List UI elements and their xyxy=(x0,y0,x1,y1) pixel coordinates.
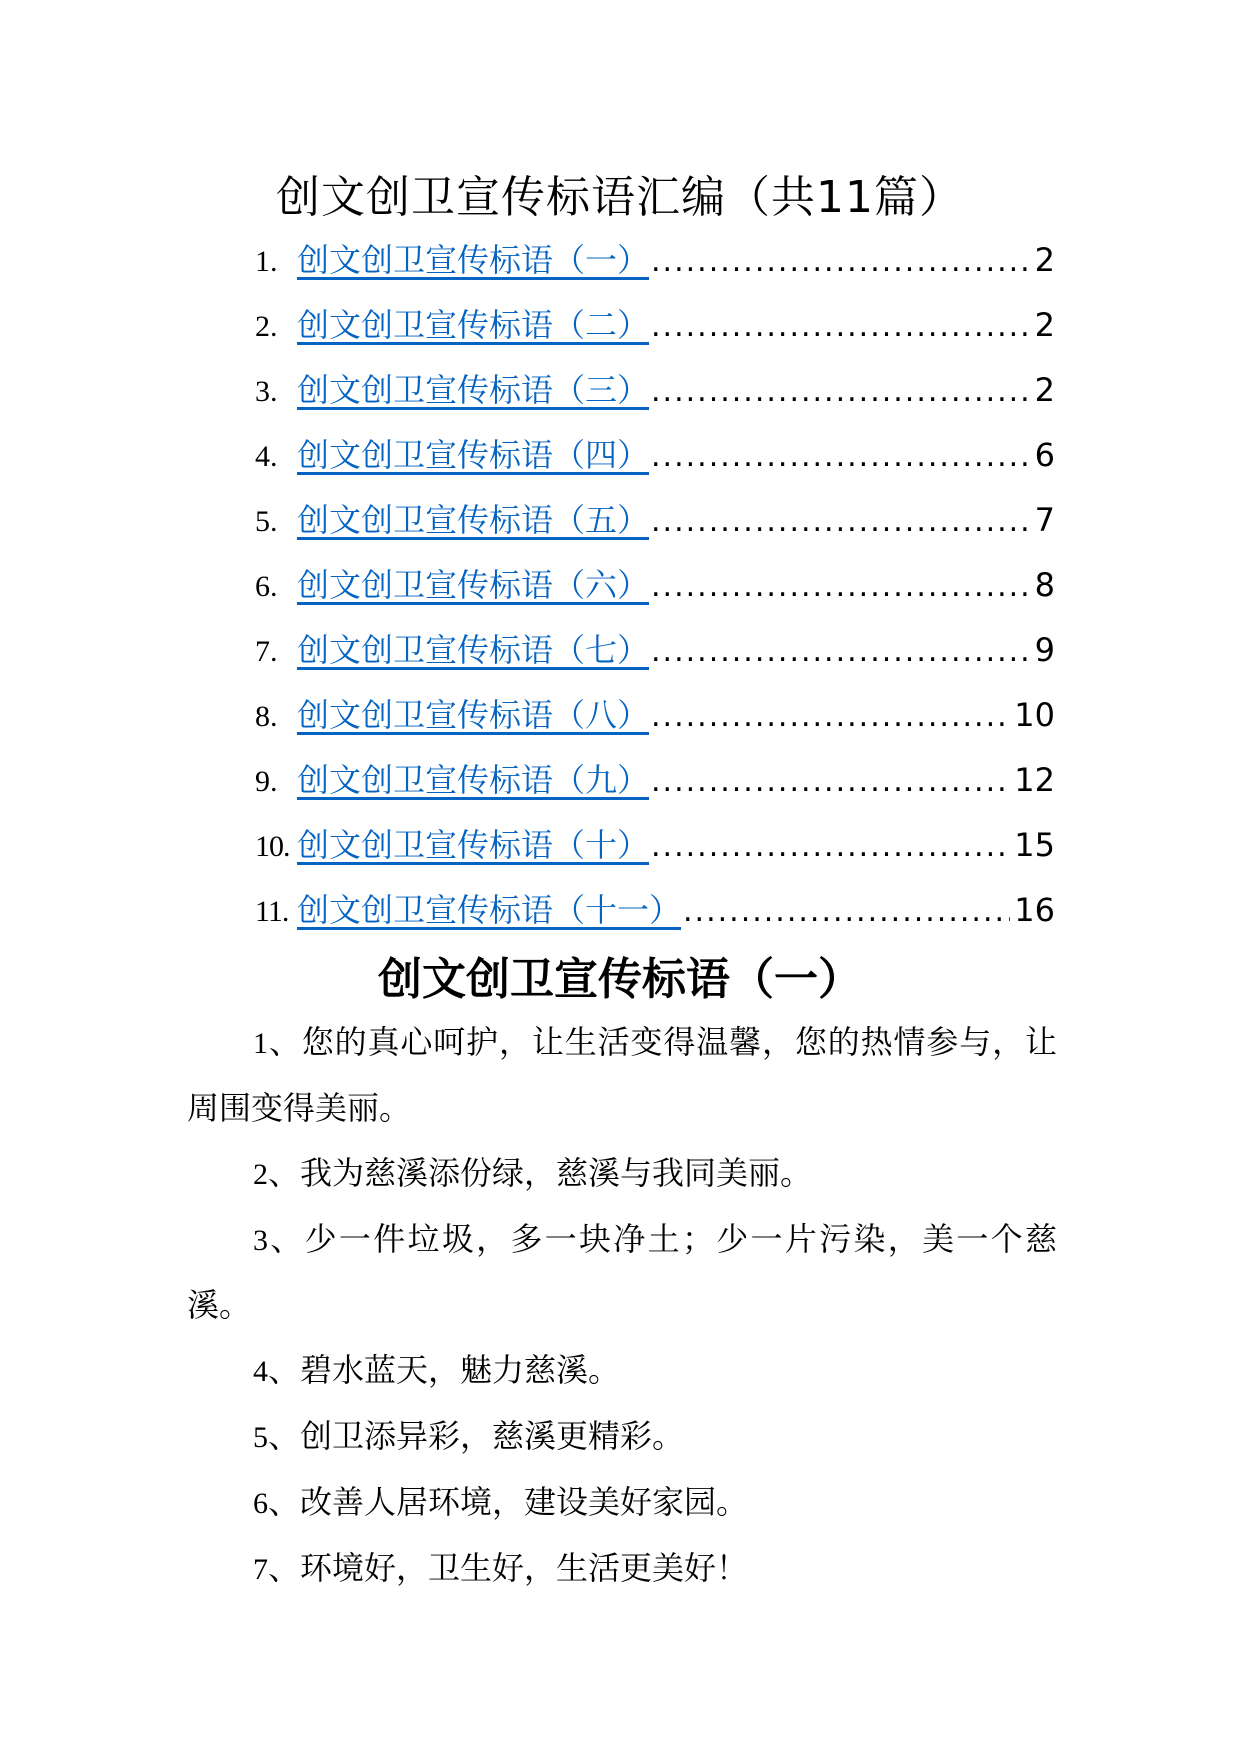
toc-link-3[interactable]: 创文创卫宣传标语（三） xyxy=(297,371,650,409)
toc-link-10[interactable]: 创文创卫宣传标语（十） xyxy=(297,826,650,864)
toc-entry-number: 2. xyxy=(255,310,278,343)
toc-dot-leader xyxy=(651,238,1031,286)
slogan-text: 、创卫添异彩，慈溪更精彩。 xyxy=(268,1417,685,1455)
toc-link-8[interactable]: 创文创卫宣传标语（八） xyxy=(297,696,650,734)
toc-entry-number: 10. xyxy=(255,830,290,863)
slogan-paragraph xyxy=(187,1404,1057,1470)
toc-link-11[interactable]: 创文创卫宣传标语（十一） xyxy=(297,891,682,929)
slogan-text: 、我为慈溪添份绿，慈溪与我同美丽。 xyxy=(268,1154,813,1192)
toc-page-number: 10 xyxy=(1014,696,1055,734)
toc-page-number: 7 xyxy=(1034,501,1055,539)
toc-entry-5 xyxy=(255,496,1055,561)
toc-entry-11 xyxy=(255,886,1055,951)
toc-entry-number: 9. xyxy=(255,765,278,798)
toc-link-2[interactable]: 创文创卫宣传标语（二） xyxy=(297,306,650,344)
slogan-text: 、少一件垃圾，多一块净土；少一片污染，美一个慈溪。 xyxy=(187,1220,1057,1324)
toc-entry-2 xyxy=(255,301,1055,366)
toc-entry-6 xyxy=(255,561,1055,626)
slogan-text: 、碧水蓝天，魅力慈溪。 xyxy=(268,1351,621,1389)
slogan-number: 1 xyxy=(253,1027,268,1060)
toc-link-5[interactable]: 创文创卫宣传标语（五） xyxy=(297,501,650,539)
slogan-paragraph xyxy=(187,1207,1057,1338)
toc-dot-leader xyxy=(651,628,1031,676)
toc-page-number: 2 xyxy=(1034,306,1055,344)
toc-entry-number: 6. xyxy=(255,570,278,603)
slogan-number: 6 xyxy=(253,1487,268,1520)
toc-dot-leader xyxy=(651,433,1031,481)
toc-link-4[interactable]: 创文创卫宣传标语（四） xyxy=(297,436,650,474)
toc-page-number: 2 xyxy=(1034,371,1055,409)
slogan-text: 、环境好，卫生好，生活更美好！ xyxy=(268,1549,749,1587)
toc-dot-leader xyxy=(651,368,1031,416)
slogan-number: 5 xyxy=(253,1421,268,1454)
toc-entry-7 xyxy=(255,626,1055,691)
section-heading: 创文创卫宣传标语（一） xyxy=(378,954,862,1005)
toc-page-number: 9 xyxy=(1034,631,1055,669)
slogan-number: 3 xyxy=(253,1224,268,1257)
toc-page-number: 6 xyxy=(1034,436,1055,474)
toc-link-9[interactable]: 创文创卫宣传标语（九） xyxy=(297,761,650,799)
toc-dot-leader xyxy=(651,563,1031,611)
toc-entry-3 xyxy=(255,366,1055,431)
toc-page-number: 16 xyxy=(1014,891,1055,929)
toc-entry-10 xyxy=(255,821,1055,886)
slogan-number: 4 xyxy=(253,1355,268,1388)
slogan-number: 7 xyxy=(253,1553,268,1586)
slogan-paragraph xyxy=(187,1338,1057,1404)
toc-link-1[interactable]: 创文创卫宣传标语（一） xyxy=(297,241,650,279)
toc-entry-number: 5. xyxy=(255,505,278,538)
toc-entry-number: 7. xyxy=(255,635,278,668)
toc-page-number: 8 xyxy=(1034,566,1055,604)
toc-entry-number: 3. xyxy=(255,375,278,408)
toc-dot-leader xyxy=(651,693,1010,741)
slogan-number: 2 xyxy=(253,1158,268,1191)
toc-entry-4 xyxy=(255,431,1055,496)
slogan-paragraph xyxy=(187,1141,1057,1207)
toc-entry-number: 11. xyxy=(255,895,289,928)
toc-link-6[interactable]: 创文创卫宣传标语（六） xyxy=(297,566,650,604)
document-title: 创文创卫宣传标语汇编（共11篇） xyxy=(276,172,964,223)
slogan-list xyxy=(187,1010,1057,1602)
slogan-paragraph xyxy=(187,1536,1057,1602)
toc-page-number: 15 xyxy=(1014,826,1055,864)
table-of-contents xyxy=(255,236,1055,951)
toc-entry-number: 4. xyxy=(255,440,278,473)
toc-dot-leader xyxy=(683,888,1010,936)
toc-page-number: 2 xyxy=(1034,241,1055,279)
toc-entry-number: 8. xyxy=(255,700,278,733)
slogan-paragraph xyxy=(187,1470,1057,1536)
toc-entry-1 xyxy=(255,236,1055,301)
toc-dot-leader xyxy=(651,823,1010,871)
toc-entry-8 xyxy=(255,691,1055,756)
toc-entry-number: 1. xyxy=(255,245,278,278)
toc-dot-leader xyxy=(651,758,1010,806)
toc-dot-leader xyxy=(651,303,1031,351)
slogan-paragraph xyxy=(187,1010,1057,1141)
toc-dot-leader xyxy=(651,498,1031,546)
toc-page-number: 12 xyxy=(1014,761,1055,799)
slogan-text: 、改善人居环境，建设美好家园。 xyxy=(268,1483,749,1521)
toc-link-7[interactable]: 创文创卫宣传标语（七） xyxy=(297,631,650,669)
toc-entry-9 xyxy=(255,756,1055,821)
slogan-text: 、您的真心呵护，让生活变得温馨，您的热情参与，让周围变得美丽。 xyxy=(187,1023,1057,1127)
